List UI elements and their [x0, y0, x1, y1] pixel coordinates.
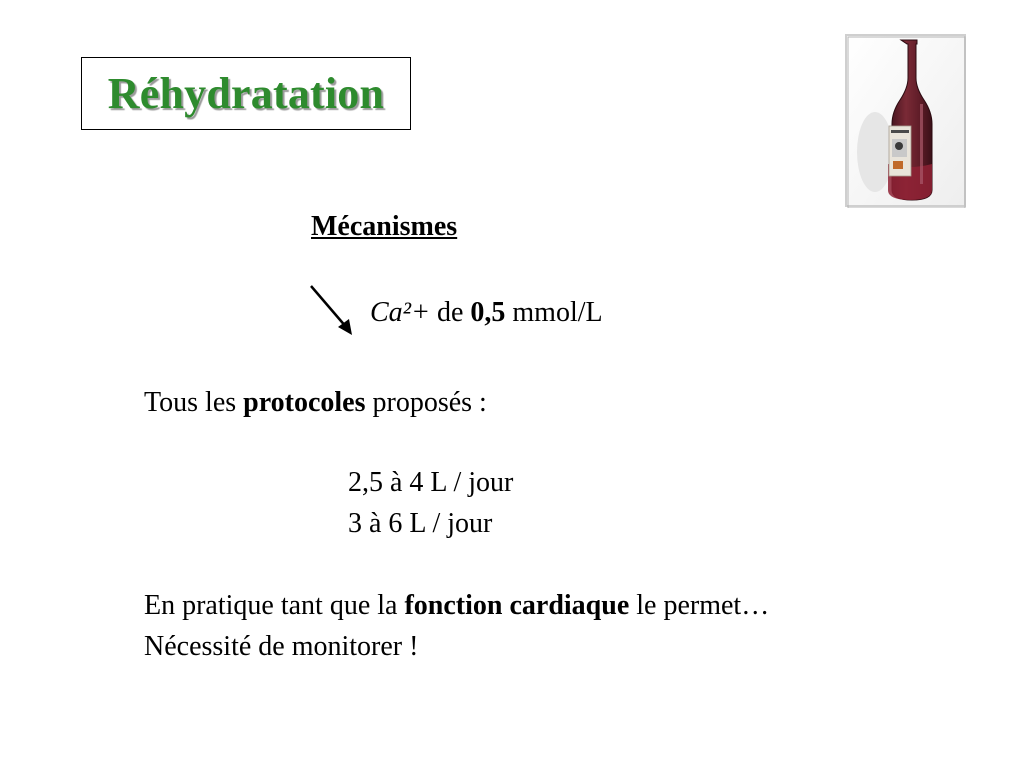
arrow-down-right-icon [305, 280, 360, 340]
protocols-line [144, 387, 487, 419]
mechanism-connector: de [429, 297, 471, 328]
monitoring-line: Nécessité de monitorer ! [144, 631, 419, 662]
protocols-bold: protocoles [243, 387, 366, 418]
protocol-item: 2,5 à 4 L / jour [348, 467, 514, 498]
slide-title: Réhydratation [107, 69, 385, 118]
bottle-image [845, 34, 967, 208]
practice-prefix: En pratique tant que la [144, 590, 405, 621]
protocol-item: 3 à 6 L / jour [348, 508, 493, 539]
practice-bold: fonction cardiaque [404, 590, 630, 621]
title-box [81, 57, 411, 130]
protocols-prefix: Tous les [144, 387, 244, 418]
protocols-suffix: proposés : [365, 387, 487, 418]
calcium-ion: Ca²+ [370, 297, 430, 328]
practice-line [144, 590, 769, 622]
wine-bottle-icon [845, 34, 967, 208]
section-heading: Mécanismes [311, 211, 458, 242]
mechanism-value: 0,5 [470, 297, 506, 328]
mechanism-line [370, 297, 603, 329]
mechanism-unit: mmol/L [505, 297, 603, 328]
practice-suffix: le permet… [629, 590, 770, 621]
